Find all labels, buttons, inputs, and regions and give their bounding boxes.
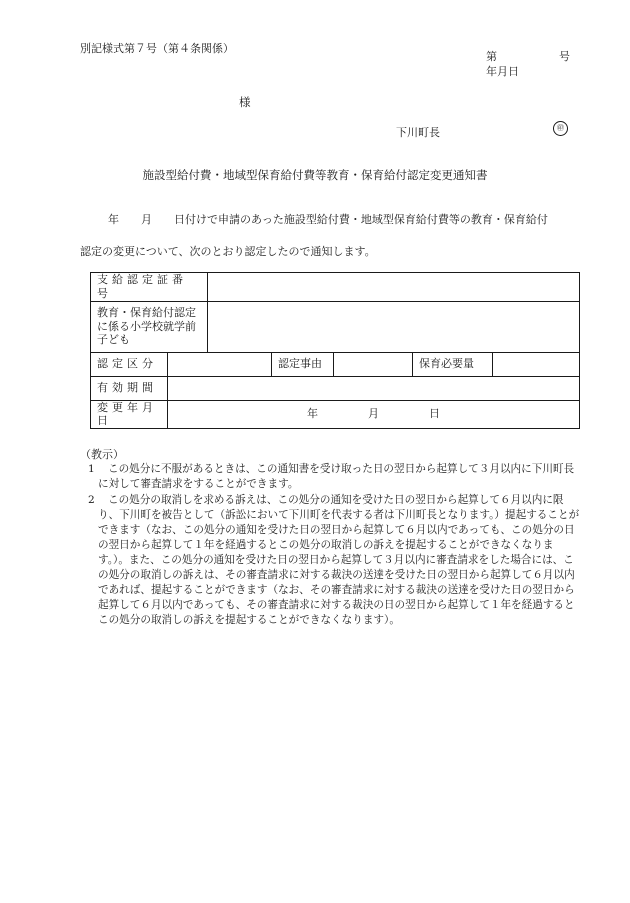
table-row: [91, 400, 580, 429]
note-item: [88, 462, 580, 492]
note-item: [88, 493, 580, 628]
validity-value: [168, 376, 580, 400]
validity-label: 有効期間: [91, 376, 168, 400]
change-date-month: 月: [368, 407, 380, 421]
child-value: [208, 301, 580, 352]
note-number: 1: [88, 463, 95, 475]
cert-number-label: 支給認定証番号: [91, 273, 208, 302]
reason-label: 認定事由: [272, 352, 334, 376]
seal-icon: ㊞: [553, 121, 568, 136]
body-text-line-1: 年 月 日付けで申請のあった施設型給付費・地域型保育給付費等の教育・保育給付: [108, 213, 548, 226]
certification-table: [90, 272, 580, 429]
note-text: この処分に不服があるときは、この通知書を受け取った日の翌日から起算して３月以内に下川町長に対して審査請求をすることができます。: [98, 463, 575, 490]
need-label: 保育必要量: [413, 352, 493, 376]
issue-date: [486, 63, 519, 79]
table-row: [91, 301, 580, 352]
issuer-name: 下川町長: [396, 126, 440, 139]
document-number: [486, 48, 570, 64]
child-label: 教育・保育給付認定に係る小学校就学前子ども: [91, 301, 208, 352]
need-value: [493, 352, 580, 376]
document-title: 施設型給付費・地域型保育給付費等教育・保育給付認定変更通知書: [142, 168, 488, 182]
category-label: 認定区分: [91, 352, 168, 376]
issue-date-month: 月: [497, 65, 508, 78]
category-value: [168, 352, 272, 376]
change-date-day: 日: [429, 407, 441, 421]
change-date-label: 変更年月日: [91, 400, 168, 429]
issue-date-year: 年: [486, 65, 497, 78]
table-row: [91, 376, 580, 400]
number-suffix: 号: [559, 50, 570, 63]
change-date-value: [168, 400, 580, 429]
form-number-label: 別記様式第７号（第４条関係）: [80, 42, 234, 55]
table-row: [91, 273, 580, 302]
notes-heading: （教示）: [80, 448, 124, 461]
note-text: この処分の取消しを求める訴えは、この処分の通知を受けた日の翌日から起算して６月以内に限り、下川町を被告として（訴訟において下川町を代表する者は下川町長となります。）提起することができます（なお、この処分の通知を受けた日の翌日から起算して６月以内であっても、この処分の日の翌日から起算して１年を経過するとこの処分の取消しの訴えを提起することができなくなります。）。また、この処分の通知を受けた日の翌日から起算して３月以内に審査請求をした場合には、この処分の取消しの訴えは、その審査請求に対する裁決の送達を受けた日の翌日から起算して６月以内であれば、提起することができます（なお、その審査請求に対する裁決の送達を受けた日の翌日から起算して６月以内であっても、その審査請求に対する裁決の日の翌日から起算して１年を経過するとこの処分の取消しの訴えを提起することができなくなります）。: [98, 494, 580, 626]
issue-date-day: 日: [508, 65, 519, 78]
body-text-line-2: 認定の変更について、次のとおり認定したので通知します。: [80, 245, 376, 258]
change-date-year: 年: [307, 407, 319, 421]
reason-value: [334, 352, 413, 376]
number-prefix: 第: [486, 50, 497, 63]
table-row: [91, 352, 580, 376]
addressee: 様: [239, 95, 251, 109]
note-number: 2: [88, 494, 95, 506]
cert-number-value: [208, 273, 580, 302]
